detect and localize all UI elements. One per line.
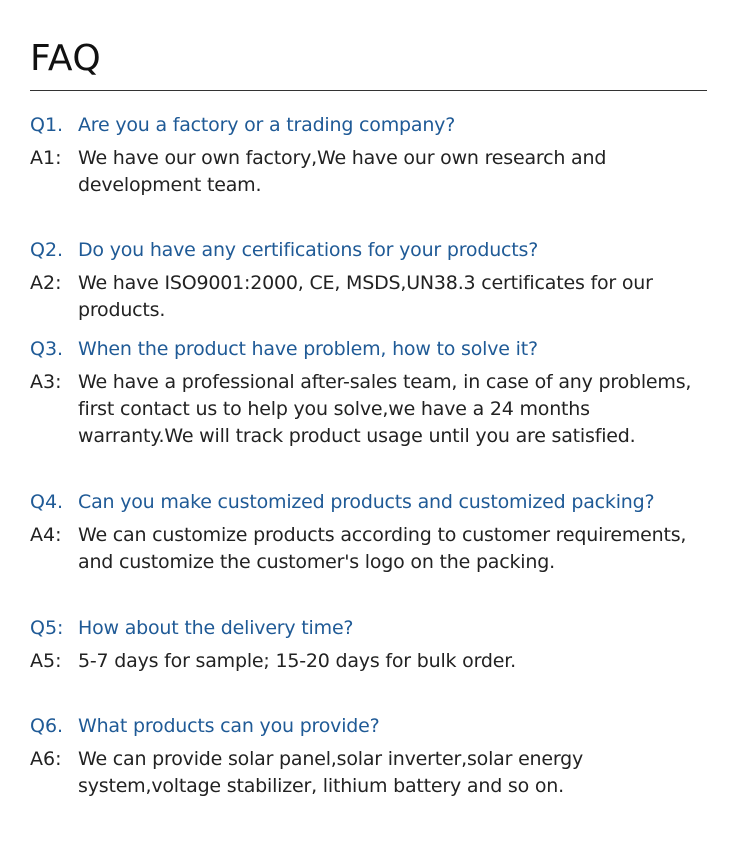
answer-label: A2: (30, 272, 62, 294)
question-text: Are you a factory or a trading company? (78, 114, 456, 136)
answer-row (30, 145, 707, 199)
answer-label: A6: (30, 748, 62, 770)
question-label: Q4. (30, 491, 64, 513)
faq-item-3 (30, 336, 707, 450)
question-label: Q6. (30, 715, 64, 737)
question-label: Q1. (30, 114, 64, 136)
page-title: FAQ (30, 38, 102, 79)
faq-item-6 (30, 713, 707, 800)
question-label: Q3. (30, 338, 64, 360)
question-text: When the product have problem, how to solve it? (78, 338, 538, 360)
question-row (30, 112, 707, 145)
question-row (30, 615, 707, 648)
question-label: Q2. (30, 239, 64, 261)
answer-label: A5: (30, 650, 62, 672)
answer-text: We have our own factory,We have our own research and development team. (78, 147, 607, 196)
answer-row (30, 369, 707, 450)
faq-item-5 (30, 615, 707, 675)
faq-item-2 (30, 237, 707, 324)
title-divider (30, 90, 707, 91)
question-row (30, 713, 707, 746)
question-row (30, 489, 707, 522)
answer-text: We can provide solar panel,solar inverter,solar energy system,voltage stabilizer, lithium battery and so on. (78, 748, 584, 797)
answer-label: A3: (30, 371, 62, 393)
answer-text: We have a professional after-sales team, in case of any problems, first contact us to help you solve,we have a 24 months warranty.We will track product usage until you are satisfied. (78, 371, 692, 447)
answer-text: We have ISO9001:2000, CE, MSDS,UN38.3 certificates for our products. (78, 272, 653, 321)
answer-text: 5-7 days for sample; 15-20 days for bulk order. (78, 650, 516, 672)
question-row (30, 336, 707, 369)
faq-item-4 (30, 489, 707, 576)
question-text: Can you make customized products and customized packing? (78, 491, 655, 513)
faq-item-1 (30, 112, 707, 199)
answer-text: We can customize products according to customer requirements, and customize the customer's logo on the packing. (78, 524, 687, 573)
answer-row (30, 522, 707, 576)
answer-row (30, 648, 707, 675)
answer-label: A1: (30, 147, 62, 169)
answer-label: A4: (30, 524, 62, 546)
question-text: What products can you provide? (78, 715, 380, 737)
answer-row (30, 746, 707, 800)
answer-row (30, 270, 707, 324)
question-text: Do you have any certifications for your products? (78, 239, 539, 261)
question-text: How about the delivery time? (78, 617, 354, 639)
question-row (30, 237, 707, 270)
question-label: Q5: (30, 617, 64, 639)
